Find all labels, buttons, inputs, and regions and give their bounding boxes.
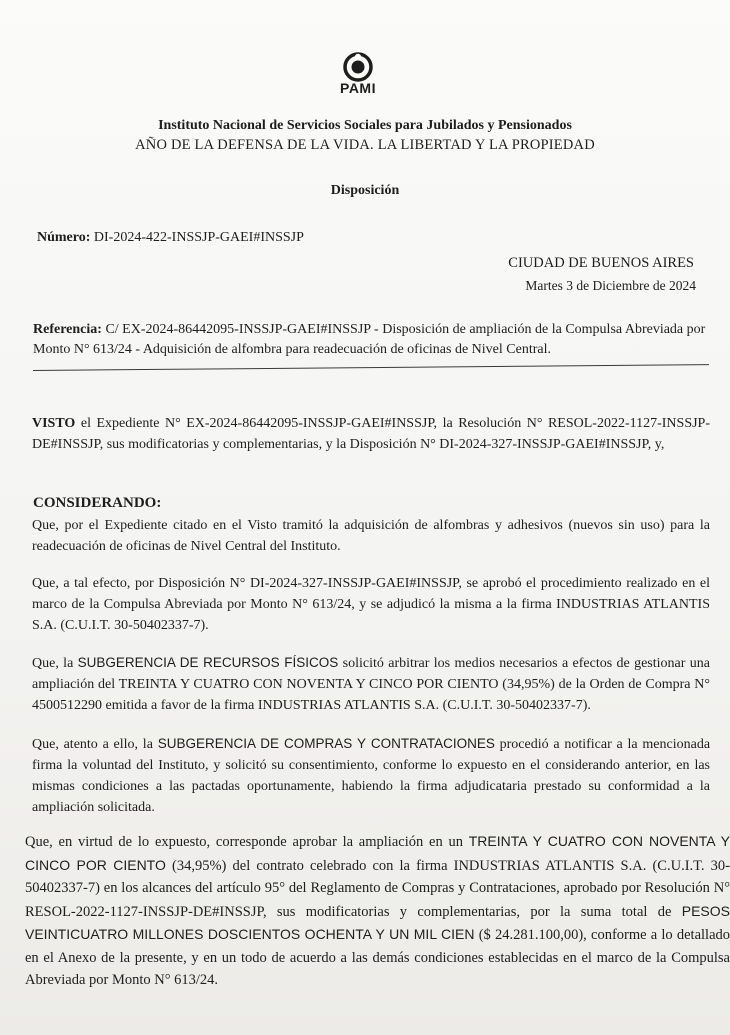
p5-caps-2: PESOS VEINTICUATRO MILLONES DOSCIENTOS OCHENTA Y UN MIL CIEN xyxy=(25,902,730,942)
considerando-paragraph-1: Que, por el Expediente citado en el Visto tramitó la adquisición de alfombras y adhesivos (nuevos sin uso) para la readecuación de oficinas de Nivel Central del Instituto. xyxy=(32,518,710,554)
p5-caps-1: TREINTA Y CUATRO CON NOVENTA Y CINCO POR CIENTO xyxy=(25,833,730,873)
visto-label: VISTO xyxy=(32,416,76,431)
p4-text-a: Que, atento a ello, la xyxy=(32,737,153,752)
p3-text-a: Que, la xyxy=(32,656,74,671)
number-value: DI-2024-422-INSSJP-GAEI#INSSJP xyxy=(93,230,304,245)
institution-name: Instituto Nacional de Servicios Sociales para Jubilados y Pensionados xyxy=(158,118,572,133)
number-label: Número: xyxy=(37,230,91,245)
p4-caps: SUBGERENCIA DE COMPRAS Y CONTRATACIONES xyxy=(157,736,495,751)
reference-text: C/ EX-2024-86442095-INSSJP-GAEI#INSSJP - Disposición de ampliación de la Compulsa Abreviada por Monto N° 613/24 - Adquisición de alfombra para readecuación de oficinas de Nivel Central. xyxy=(33,322,706,357)
visto-text: el Expediente N° EX-2024-86442095-INSSJP-GAEI#INSSJP, la Resolución N° RESOL-2022-1127-INSSJP-DE#INSSJP, sus modificatorias y complementarias, y la Disposición N° DI-2024-327-INSSJP-GAEI#INSSJP, y, xyxy=(32,416,710,452)
date: Martes 3 de Diciembre de 2024 xyxy=(525,278,696,293)
document-number xyxy=(37,230,304,246)
considerando-paragraph-4 xyxy=(32,733,710,818)
city: CIUDAD DE BUENOS AIRES xyxy=(508,255,694,271)
p3-text-b: solicitó arbitrar los medios necesarios a efectos de gestionar una ampliación del TREINTA Y CUATRO CON NOVENTA Y CINCO POR CIENTO (34,95%) de la Orden de Compra N° 4500512290 emitida a favor de la firma INDUSTRIAS ATLANTIS S.A. (C.U.I.T. 30-50402337-7). xyxy=(32,656,710,713)
divider xyxy=(33,364,709,371)
logo-text: PAMI xyxy=(340,80,376,96)
pami-emblem-icon xyxy=(343,52,373,82)
considerando-paragraph-5 xyxy=(25,830,730,992)
p4-text-b: procedió a notificar a la mencionada firma la voluntad del Instituto, y solicitó su consentimiento, conforme lo expuesto en el considerando anterior, en las mismas condiciones a las pactadas oportunamente, habiendo la firma adjudicataria prestado su conformidad a la ampliación solicitada. xyxy=(32,737,711,815)
document-type: Disposición xyxy=(330,183,400,198)
pami-logo xyxy=(335,52,381,96)
p5-text-b: (34,95%) del contrato celebrado con la firma INDUSTRIAS ATLANTIS S.A. (C.U.I.T. 30-50402337-7) en los alcances del artículo 95° del Reglamento de Compras y Contrataciones, aprobado por Resolución N° RESOL-2022-1127-INSSJP-DE#INSSJP, sus modificatorias y complementarias, por la suma total de xyxy=(25,857,730,920)
considerando-paragraph-2: Que, a tal efecto, por Disposición N° DI-2024-327-INSSJP-GAEI#INSSJP, se aprobó el procedimiento realizado en el marco de la Compulsa Abreviada por Monto N° 613/24, y se adjudicó la misma a la firma INDUSTRIAS ATLANTIS S.A. (C.U.I.T. 30-50402337-7). xyxy=(32,576,710,633)
considerando-paragraph-3 xyxy=(32,652,710,716)
year-motto: AÑO DE LA DEFENSA DE LA VIDA. LA LIBERTAD Y LA PROPIEDAD xyxy=(135,137,595,153)
p3-caps: SUBGERENCIA DE RECURSOS FÍSICOS xyxy=(77,655,339,670)
considerando-heading: CONSIDERANDO: xyxy=(33,495,162,511)
p5-text-c: ($ 24.281.100,00), conforme a lo detallado en el Anexo de la presente, y en un todo de acuerdo a las demás condiciones establecidas en el marco de la Compulsa Abreviada por Monto N° 613/24. xyxy=(25,927,730,988)
p5-text-a: Que, en virtud de lo expuesto, corresponde aprobar la ampliación en un xyxy=(25,834,463,850)
reference-label: Referencia: xyxy=(33,322,102,337)
visto-paragraph xyxy=(32,413,710,455)
reference xyxy=(33,320,708,360)
